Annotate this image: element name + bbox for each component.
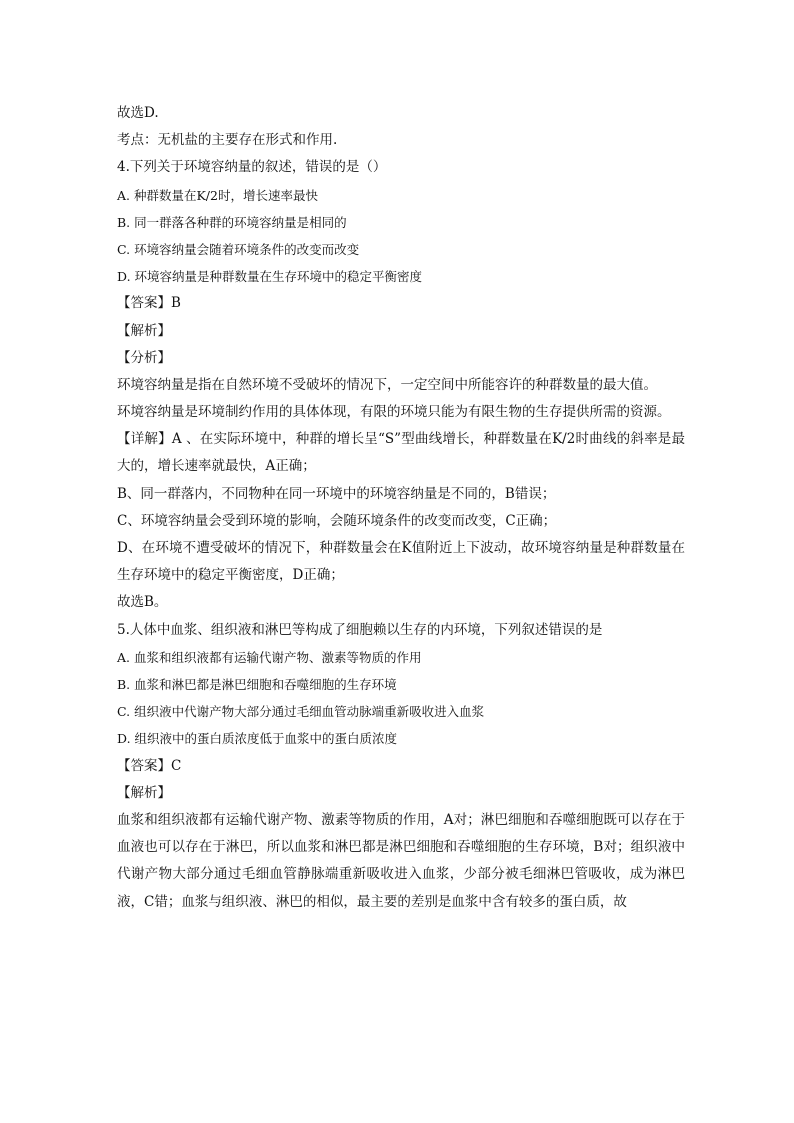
question-4-detail-c: C、环境容纳量会受到环境的影响，会随环境条件的改变而改变，C正确； xyxy=(117,512,557,529)
question-4-explanation-heading: 【解析】 xyxy=(117,322,171,339)
document-body xyxy=(117,100,685,916)
question-5-stem: 5.人体中血浆、组织液和淋巴等构成了细胞赖以生存的内环境，下列叙述错误的是 xyxy=(117,621,603,638)
question-4-detail-b: B、同一群落内，不同物种在同一环境中的环境容纳量是不同的，B错误； xyxy=(117,485,556,502)
question-5-explanation-heading: 【解析】 xyxy=(117,784,171,801)
question-5-answer: 【答案】C xyxy=(117,757,182,774)
question-4-analysis-paragraph-2: 环境容纳量是环境制约作用的具体体现，有限的环境只能为有限生物的生存提供所需的资源。 xyxy=(117,404,671,421)
question-4-detail-a: 【详解】A 、在实际环境中，种群的增长呈“S”型曲线增长，种群数量在K/2时曲线的斜率是最大的，增长速率就最快，A正确； xyxy=(117,431,685,475)
question-4-option-c: C. 环境容纳量会随着环境条件的改变而改变 xyxy=(117,241,360,257)
question-4-analysis-heading: 【分析】 xyxy=(117,349,171,366)
question-5-option-c: C. 组织液中代谢产物大部分通过毛细血管动脉端重新吸收进入血浆 xyxy=(117,704,485,720)
exam-point-line: 考点：无机盐的主要存在形式和作用. xyxy=(117,132,338,149)
conclusion-line: 故选D. xyxy=(117,105,159,121)
question-4-answer: 【答案】B xyxy=(117,295,181,312)
question-4-option-b: B. 同一群落各种群的环境容纳量是相同的 xyxy=(117,214,347,230)
question-4-stem: 4.下列关于环境容纳量的叙述，错误的是（） xyxy=(117,159,387,176)
question-5-option-a: A. 血浆和组织液都有运输代谢产物、激素等物质的作用 xyxy=(117,649,422,665)
question-5-option-b: B. 血浆和淋巴都是淋巴细胞和吞噬细胞的生存环境 xyxy=(117,677,397,692)
question-5-option-d: D. 组织液中的蛋白质浓度低于血浆中的蛋白质浓度 xyxy=(117,731,398,747)
question-4-detail-d: D、在环境不遭受破坏的情况下，种群数量会在K值附近上下波动，故环境容纳量是种群数量在生存环境中的稳定平衡密度，D正确； xyxy=(117,540,685,584)
question-4-option-d: D. 环境容纳量是种群数量在生存环境中的稳定平衡密度 xyxy=(117,269,423,285)
question-4-option-a: A. 种群数量在K/2时，增长速率最快 xyxy=(117,187,318,203)
question-4-analysis-paragraph-1: 环境容纳量是指在自然环境不受破坏的情况下，一定空间中所能容许的种群数量的最大值。 xyxy=(117,376,657,393)
question-4-conclusion: 故选B。 xyxy=(117,594,168,611)
question-5-explanation-paragraph: 血浆和组织液都有运输代谢产物、激素等物质的作用，A对；淋巴细胞和吞噬细胞既可以存在于血液也可以存在于淋巴，所以血浆和淋巴都是淋巴细胞和吞噬细胞的生存环境，B对；组织液中代谢产物大部分通过毛细血管静脉端重新吸收进入血浆，少部分被毛细淋巴管吸收，成为淋巴液，C错；血浆与组织液、淋巴的相似，最主要的差别是血浆中含有较多的蛋白质，故 xyxy=(117,811,685,910)
